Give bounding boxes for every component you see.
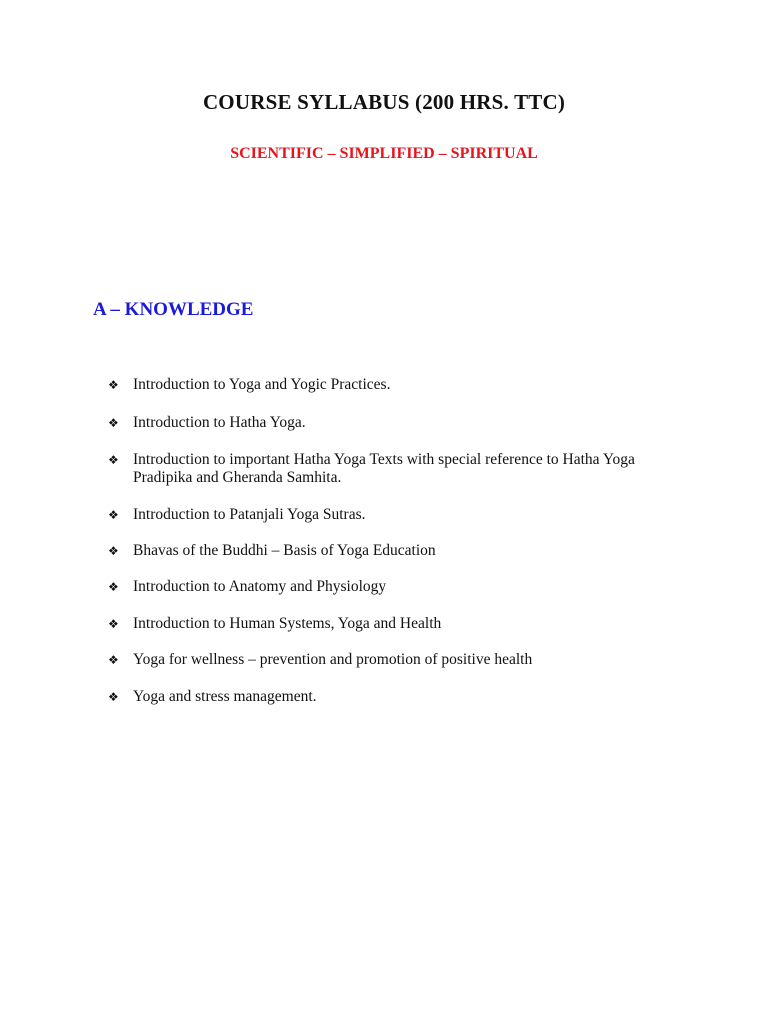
list-item bbox=[108, 542, 648, 560]
list-item-text: Introduction to important Hatha Yoga Texts with special reference to Hatha Yoga Pradipika and Gheranda Samhita. bbox=[133, 451, 635, 486]
diamond-star-bullet-icon: ❖ bbox=[108, 653, 119, 667]
diamond-star-bullet-icon: ❖ bbox=[108, 580, 119, 594]
list-item-text: Introduction to Hatha Yoga. bbox=[133, 414, 306, 431]
list-item-text: Yoga and stress management. bbox=[133, 688, 317, 705]
list-item bbox=[108, 578, 648, 596]
list-item-text: Introduction to Patanjali Yoga Sutras. bbox=[133, 506, 366, 523]
diamond-star-bullet-icon: ❖ bbox=[108, 690, 119, 704]
page-title: COURSE SYLLABUS (200 HRS. TTC) bbox=[202, 90, 566, 114]
list-item bbox=[108, 451, 648, 487]
list-item-text: Introduction to Anatomy and Physiology bbox=[133, 578, 387, 595]
section-heading-knowledge: A – KNOWLEDGE bbox=[93, 299, 254, 320]
diamond-star-bullet-icon: ❖ bbox=[108, 453, 119, 467]
diamond-star-bullet-icon: ❖ bbox=[108, 378, 119, 392]
list-item bbox=[108, 615, 648, 633]
list-item-text: Introduction to Human Systems, Yoga and Health bbox=[133, 615, 442, 632]
list-item-text: Bhavas of the Buddhi – Basis of Yoga Education bbox=[133, 542, 436, 559]
diamond-star-bullet-icon: ❖ bbox=[108, 544, 119, 558]
list-item bbox=[108, 376, 648, 394]
diamond-star-bullet-icon: ❖ bbox=[108, 617, 119, 631]
diamond-star-bullet-icon: ❖ bbox=[108, 508, 119, 522]
list-item-text: Introduction to Yoga and Yogic Practices. bbox=[133, 376, 391, 393]
list-item-text: Yoga for wellness – prevention and promotion of positive health bbox=[133, 651, 533, 668]
list-item bbox=[108, 651, 648, 669]
diamond-star-bullet-icon: ❖ bbox=[108, 416, 119, 430]
list-item bbox=[108, 688, 648, 706]
list-item bbox=[108, 414, 648, 432]
page-subtitle: SCIENTIFIC – SIMPLIFIED – SPIRITUAL bbox=[230, 145, 538, 162]
list-item bbox=[108, 506, 648, 524]
